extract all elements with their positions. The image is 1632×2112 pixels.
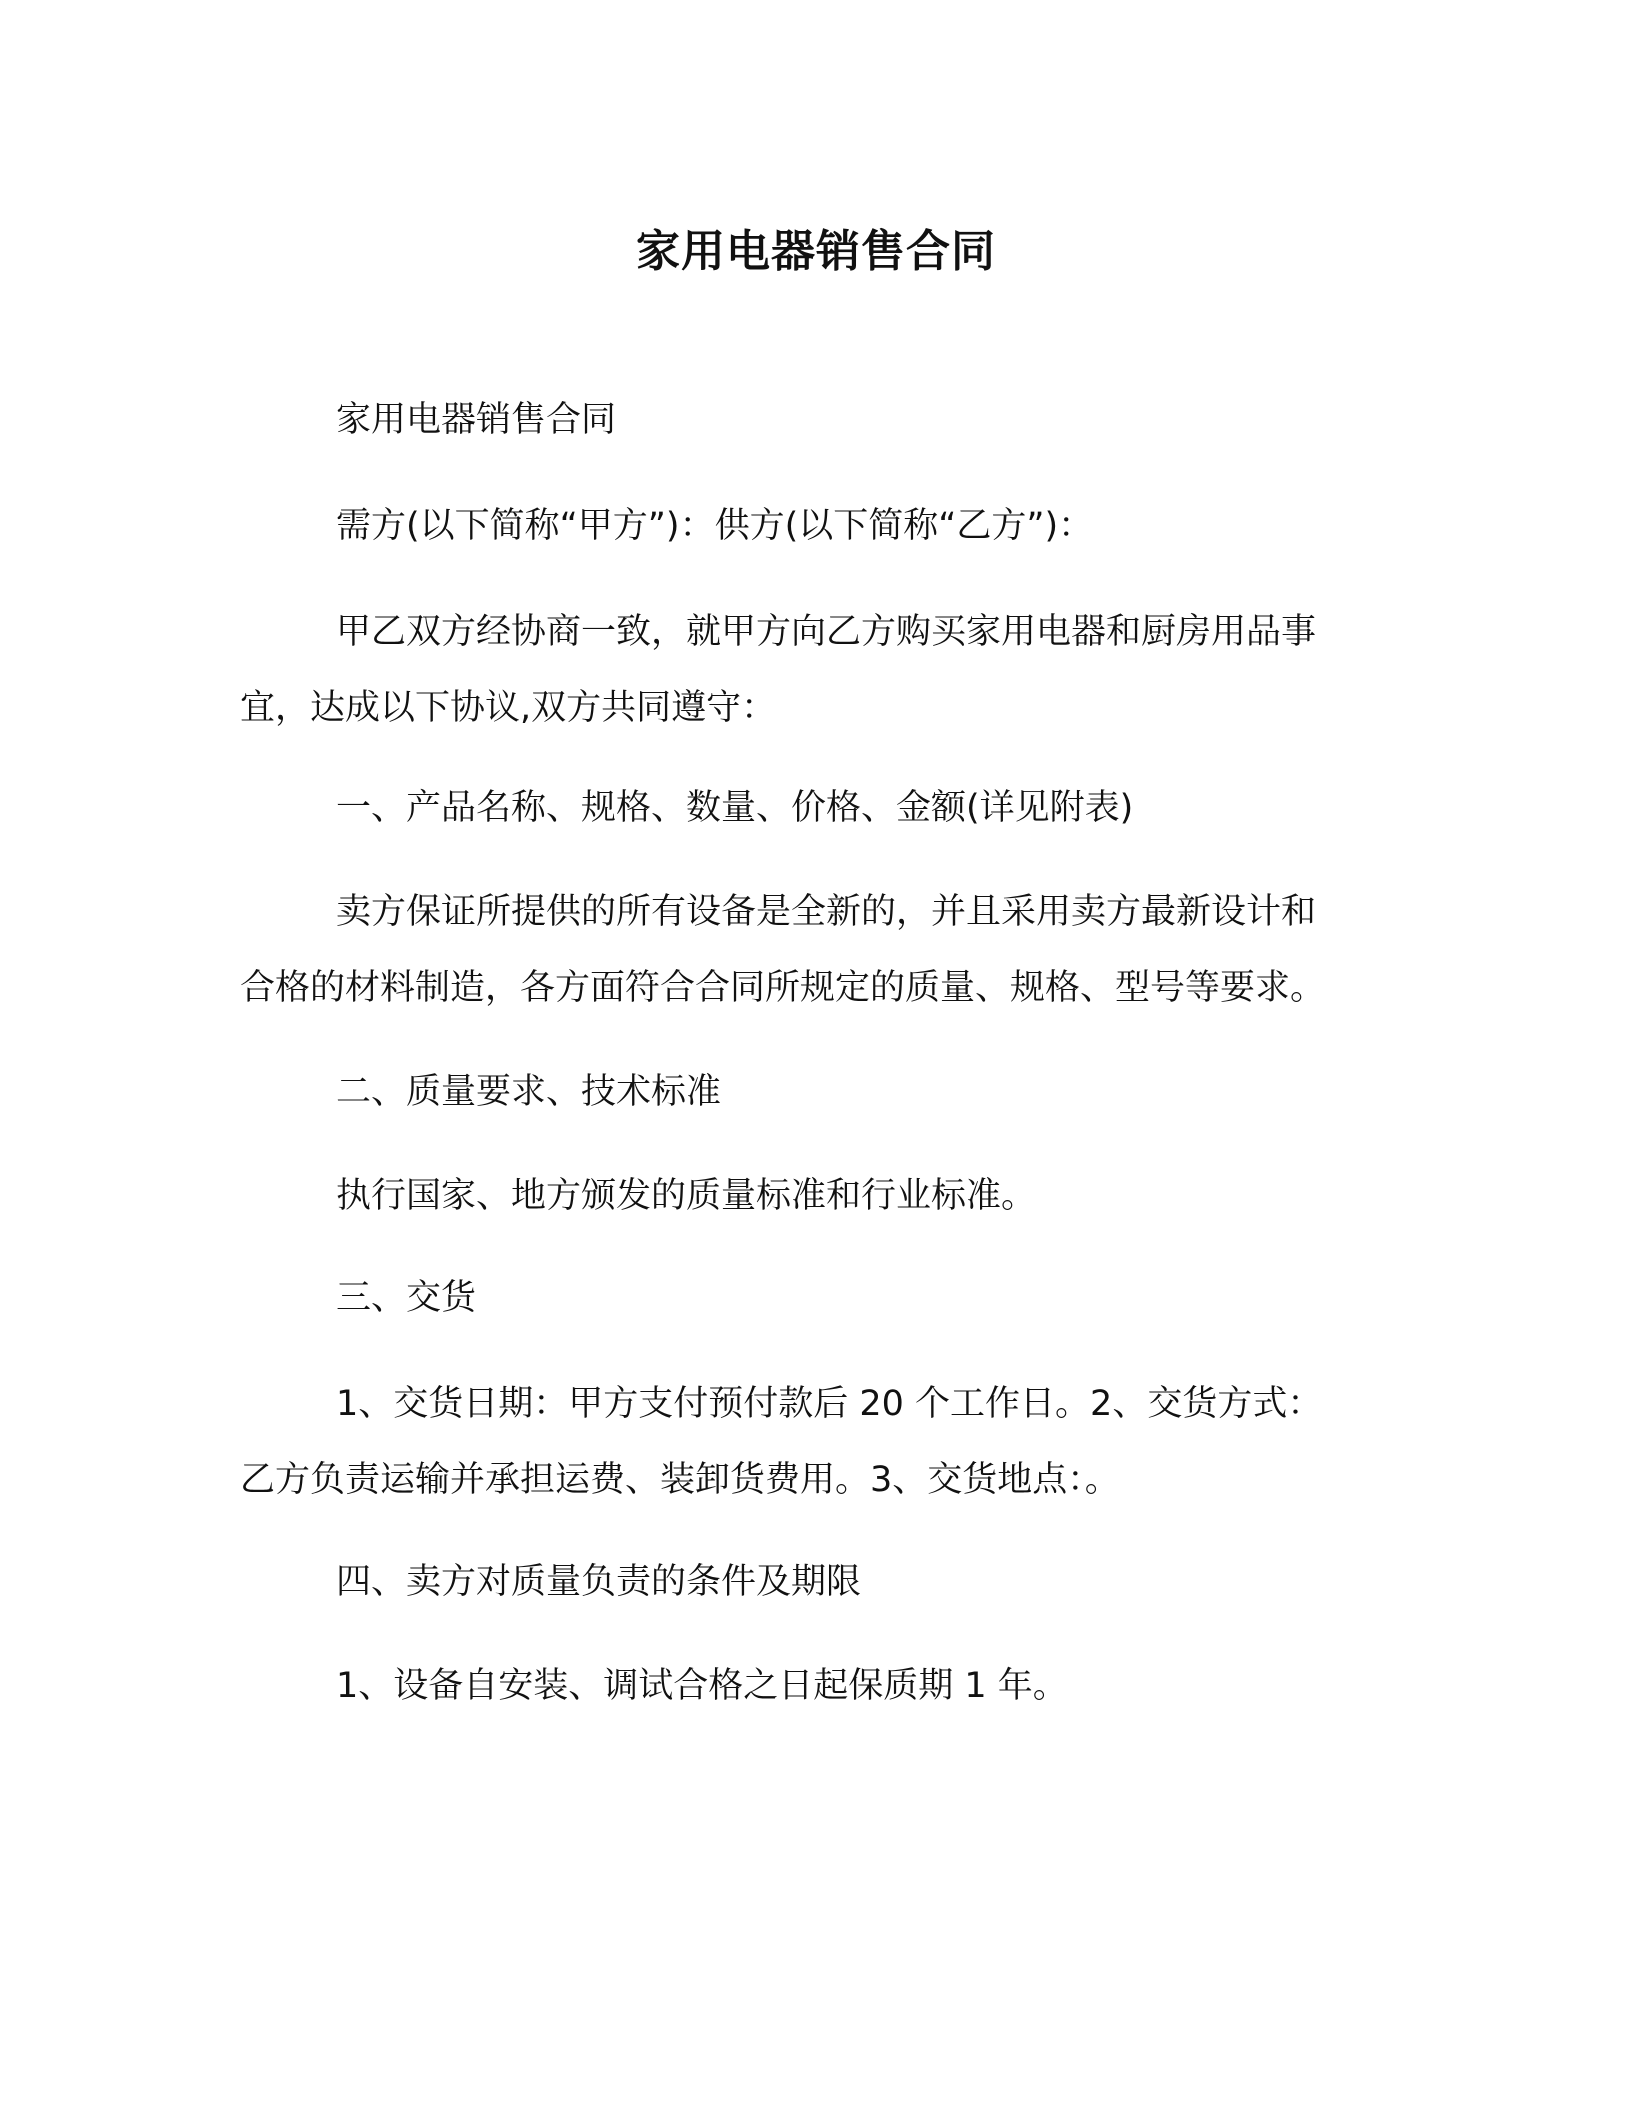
paragraph-warranty xyxy=(240,1648,1400,1724)
section-heading-4 xyxy=(240,1544,1400,1620)
paragraph-line: 一、产品名称、规格、数量、价格、金额(详见附表) xyxy=(336,788,1134,828)
paragraph-line: 甲乙双方经协商一致，就甲方向乙方购买家用电器和厨房用品事 xyxy=(336,612,1317,652)
paragraph-seller-guarantee xyxy=(240,874,1400,1026)
paragraph-line: 家用电器销售合同 xyxy=(336,400,617,440)
paragraph-parties xyxy=(240,488,1400,564)
section-heading-2 xyxy=(240,1054,1400,1130)
paragraph-contract-name xyxy=(240,382,1400,458)
paragraph-line: 1、设备自安装、调试合格之日起保质期 1 年。 xyxy=(336,1666,1068,1706)
paragraph-line: 二、质量要求、技术标准 xyxy=(336,1072,722,1112)
paragraph-line: 宜，达成以下协议,双方共同遵守： xyxy=(240,688,777,728)
paragraph-line: 乙方负责运输并承担运费、装卸货费用。3、交货地点：。 xyxy=(240,1460,1120,1500)
paragraph-line: 三、交货 xyxy=(336,1278,477,1318)
section-heading-3 xyxy=(240,1260,1400,1336)
paragraph-agreement xyxy=(240,594,1400,746)
paragraph-line: 合格的材料制造，各方面符合合同所规定的质量、规格、型号等要求。 xyxy=(240,968,1326,1008)
paragraph-line: 需方(以下简称“甲方”)：供方(以下简称“乙方”)： xyxy=(336,506,1094,546)
paragraph-line: 四、卖方对质量负责的条件及期限 xyxy=(336,1562,862,1602)
section-heading-1 xyxy=(240,770,1400,846)
paragraph-line: 1、交货日期：甲方支付预付款后 20 个工作日。2、交货方式： xyxy=(336,1384,1323,1424)
paragraph-line: 卖方保证所提供的所有设备是全新的，并且采用卖方最新设计和 xyxy=(336,892,1317,932)
document-title: 家用电器销售合同 xyxy=(636,226,996,277)
paragraph-quality-standard xyxy=(240,1158,1400,1234)
paragraph-line: 执行国家、地方颁发的质量标准和行业标准。 xyxy=(336,1176,1037,1216)
paragraph-delivery xyxy=(240,1366,1400,1518)
